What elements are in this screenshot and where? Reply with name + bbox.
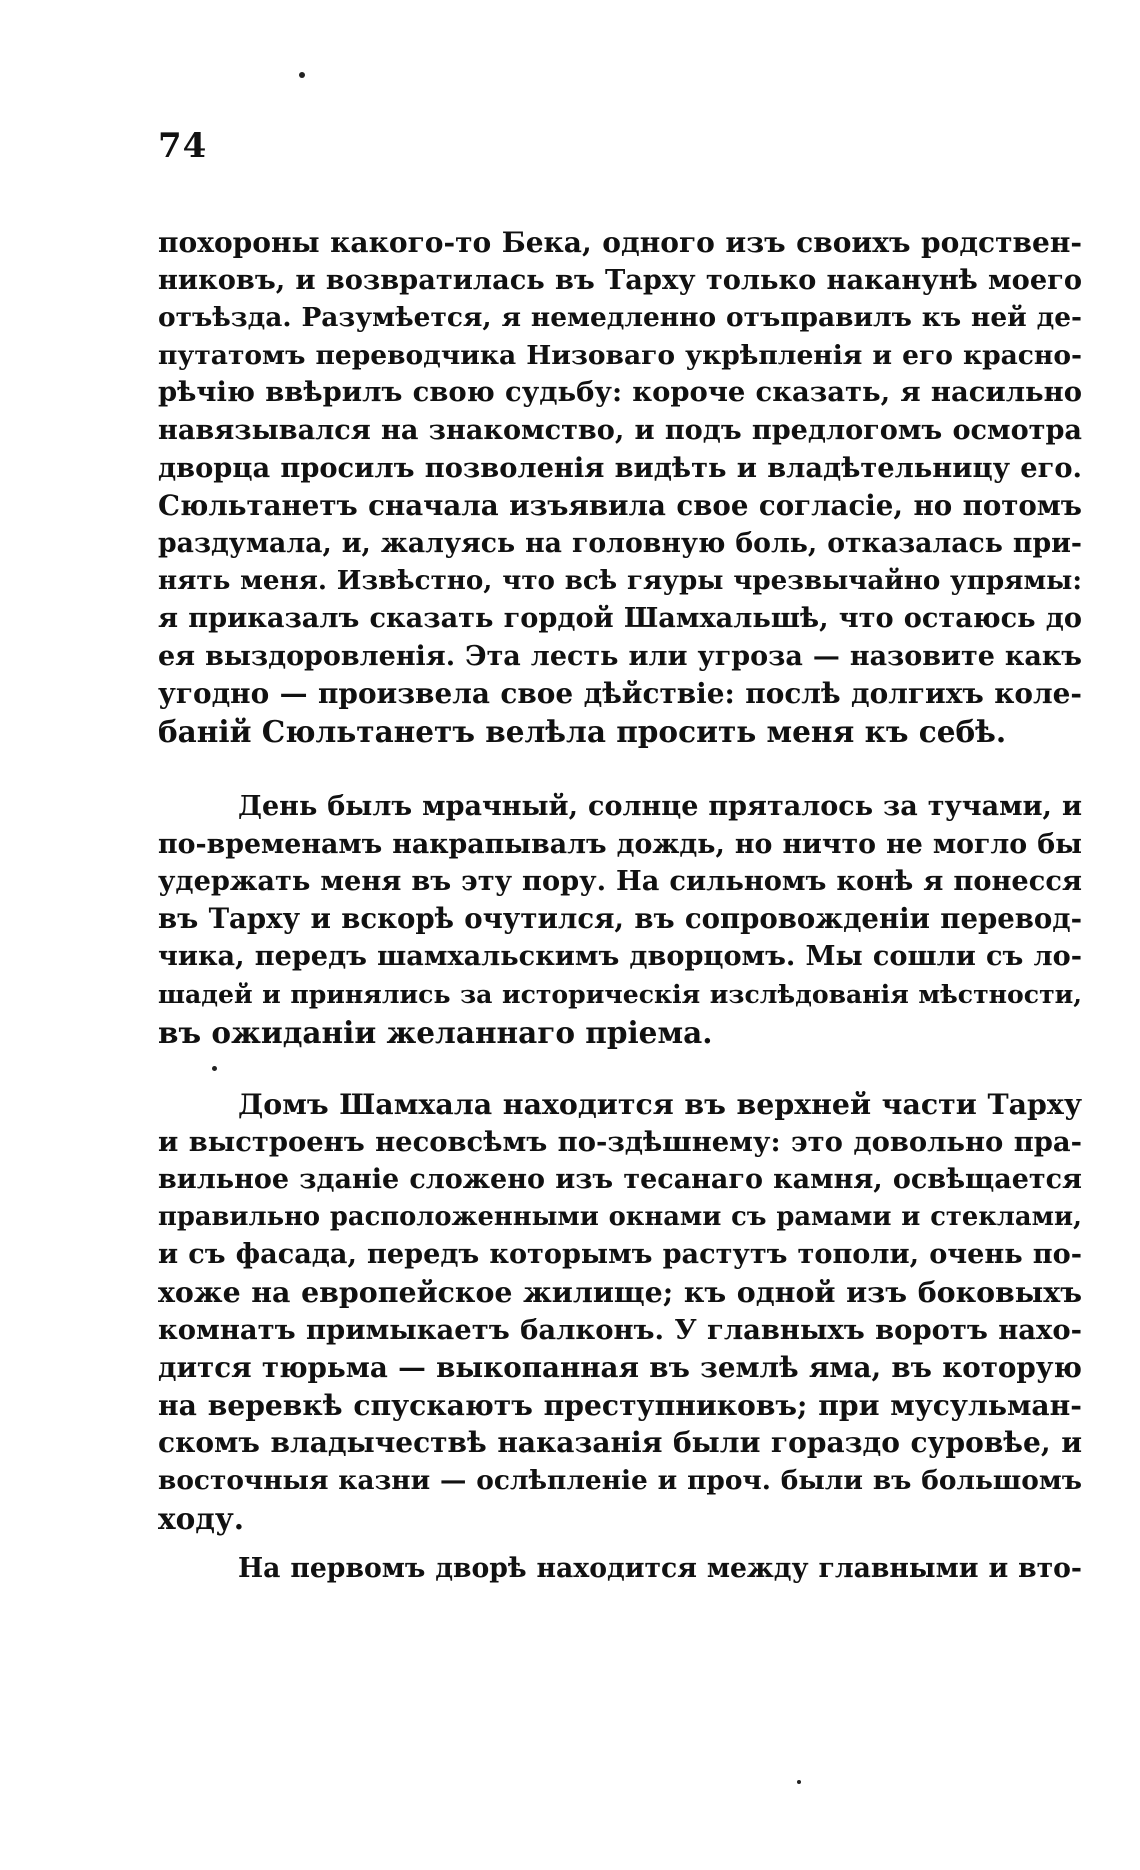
text-line: никовъ, и возвратилась въ Тарху только наканунѣ моего <box>158 263 1082 296</box>
text-line: баній Сюльтанетъ велѣла просить меня къ себѣ. <box>158 713 1007 749</box>
text-line: вильное зданіе сложено изъ тесанаго камня, освѣщается <box>158 1164 1082 1196</box>
text-line: и съ фасада, передъ которымъ растутъ тополи, очень по- <box>158 1239 1082 1271</box>
print-speck <box>212 1066 217 1071</box>
text-line: На первомъ дворѣ находится между главными и вто- <box>238 1553 1082 1584</box>
print-speck <box>299 72 305 78</box>
paragraph <box>158 1550 1082 1588</box>
text-line: дворца просилъ позволенія видѣть и владѣтельницу его. <box>158 451 1082 484</box>
text-line: и выстроенъ несовсѣмъ по-здѣшнему: это довольно пра- <box>158 1125 1082 1158</box>
paragraph <box>158 224 1082 750</box>
text-line: ея выздоровленія. Эта лесть или угроза — назовите какъ <box>158 640 1082 672</box>
text-line: Сюльтанетъ сначала изъявила свое согласіе, но потомъ <box>158 489 1082 523</box>
text-line: ходу. <box>158 1500 245 1536</box>
text-line: скомъ владычествѣ наказанія были гораздо суровѣе, и <box>158 1426 1082 1460</box>
print-speck <box>797 1780 801 1784</box>
text-line: хоже на европейское жилище; къ одной изъ боковыхъ <box>158 1274 1082 1309</box>
text-line: дится тюрьма — выкопанная въ землѣ яма, въ которую <box>158 1351 1082 1385</box>
text-line: удержать меня въ эту пору. На сильномъ конѣ я понесся <box>158 865 1082 898</box>
text-line: похороны какого-то Бека, одного изъ своихъ родствен- <box>158 226 1082 259</box>
paragraph <box>158 1086 1082 1537</box>
paragraph <box>158 788 1082 1051</box>
text-line: по-временамъ накрапывалъ дождь, но ничто не могло бы <box>158 828 1082 860</box>
page-number: 74 <box>158 126 208 166</box>
text-line: въ Тарху и вскорѣ очутился, въ сопровожденіи перевод- <box>158 902 1082 935</box>
text-line: рѣчію ввѣрилъ свою судьбу: короче сказать, я насильно <box>158 376 1082 409</box>
text-line: правильно расположенными окнами съ рамами и стеклами, <box>158 1201 1082 1232</box>
text-line: восточныя казни — ослѣпленіе и проч. были въ большомъ <box>158 1464 1082 1496</box>
text-line: навязывался на знакомство, и подъ предлогомъ осмотра <box>158 414 1082 446</box>
text-line: на веревкѣ спускаютъ преступниковъ; при мусульман- <box>158 1388 1082 1422</box>
text-line: Домъ Шамхала находится въ верхней части Тарху <box>238 1087 1082 1121</box>
text-line: путатомъ переводчика Низоваго укрѣпленія и его красно- <box>158 339 1082 371</box>
text-line: отъѣзда. Разумѣется, я немедленно отъправилъ къ ней де- <box>158 302 1082 334</box>
text-line: угодно — произвела свое дѣйствіе: послѣ долгихъ коле- <box>158 677 1082 711</box>
text-line: я приказалъ сказать гордой Шамхальшѣ, что остаюсь до <box>158 601 1082 634</box>
text-line: шадей и принялись за историческія изслѣдованія мѣстности, <box>158 978 1082 1009</box>
text-line: въ ожиданіи желаннаго пріема. <box>158 1014 713 1050</box>
text-line: комнатъ примыкаетъ балконъ. У главныхъ воротъ нахо- <box>158 1313 1082 1346</box>
text-line: чика, передъ шамхальскимъ дворцомъ. Мы сошли съ ло- <box>158 941 1082 973</box>
text-line: нять меня. Извѣстно, что всѣ гяуры чрезвычайно упрямы: <box>158 565 1082 597</box>
text-line: День былъ мрачный, солнце пряталось за тучами, и <box>238 791 1082 822</box>
text-line: раздумала, и, жалуясь на головную боль, отказалась при- <box>158 527 1082 559</box>
